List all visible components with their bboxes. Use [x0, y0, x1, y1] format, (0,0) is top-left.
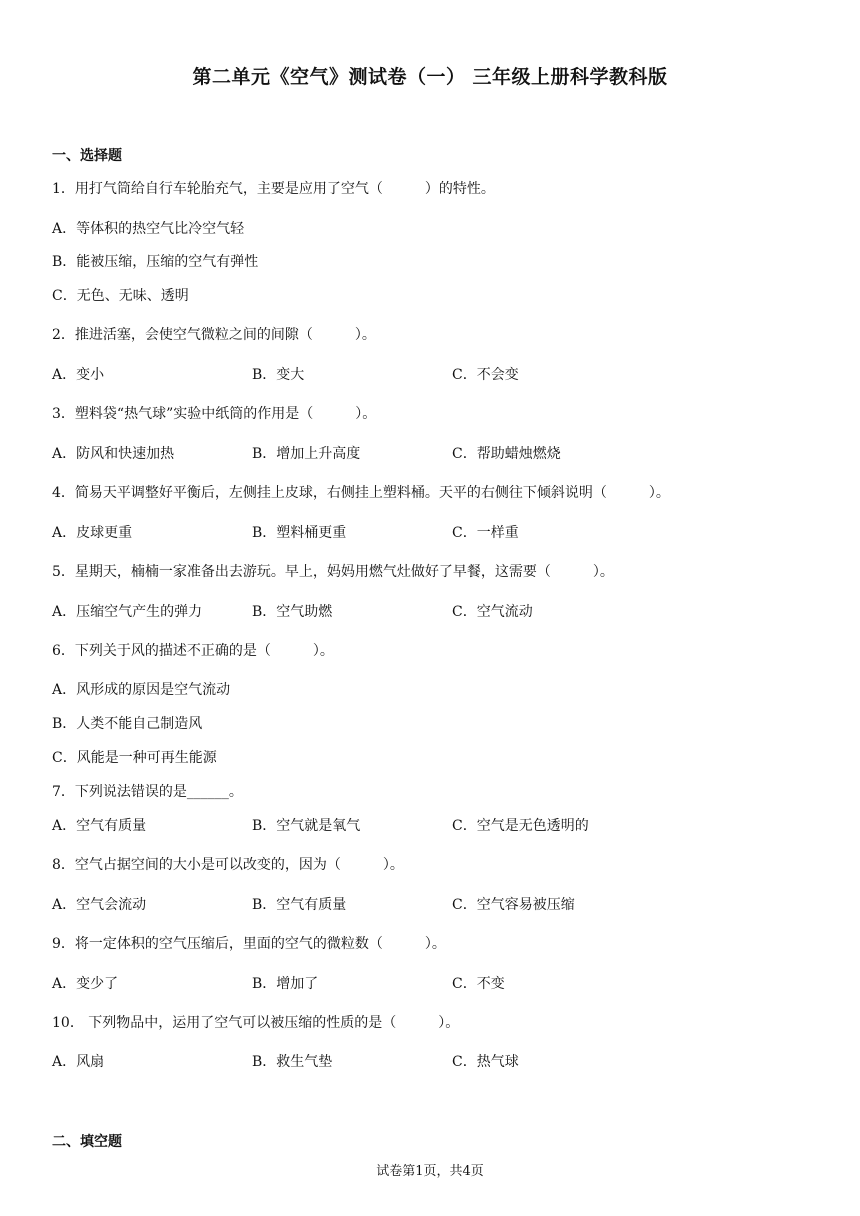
option-1b: B．能被压缩，压缩的空气有弹性: [52, 254, 259, 270]
option-8c: C．空气容易被压缩: [452, 897, 575, 913]
option-9a: A．变少了: [52, 976, 119, 992]
section-heading-choice: 一、选择题: [52, 148, 122, 164]
options-row-4: [52, 522, 812, 542]
options-row-8: [52, 894, 812, 914]
option-4c: C．一样重: [452, 525, 519, 541]
option-4b: B．塑料桶更重: [252, 525, 347, 541]
option-2b: B．变大: [252, 367, 305, 383]
question-stem-3: 3．塑料袋“热气球”实验中纸筒的作用是（ ）。: [52, 406, 377, 422]
option-3a: A．防风和快速加热: [52, 446, 175, 462]
option-8a: A．空气会流动: [52, 897, 147, 913]
question-stem-7: 7．下列说法错误的是______。: [52, 784, 243, 800]
option-5a: A．压缩空气产生的弹力: [52, 604, 203, 620]
option-3c: C．帮助蜡烛燃烧: [452, 446, 561, 462]
option-10b: B．救生气垫: [252, 1054, 333, 1070]
option-5c: C．空气流动: [452, 604, 533, 620]
option-6c: C．风能是一种可再生能源: [52, 750, 217, 766]
question-stem-5: 5．星期天，楠楠一家准备出去游玩。早上，妈妈用燃气灶做好了早餐，这需要（ ）。: [52, 564, 614, 580]
page-footer: 试卷第1页，共4页: [376, 1164, 484, 1179]
options-row-9: [52, 973, 812, 993]
question-stem-2: 2．推进活塞，会使空气微粒之间的间隙（ ）。: [52, 327, 376, 343]
options-row-3: [52, 443, 812, 463]
options-row-7: [52, 815, 812, 835]
option-2c: C．不会变: [452, 367, 519, 383]
option-7b: B．空气就是氧气: [252, 818, 361, 834]
options-row-2: [52, 364, 812, 384]
section-heading-fill-blank: 二、填空题: [52, 1134, 122, 1150]
option-5b: B．空气助燃: [252, 604, 333, 620]
option-9b: B．增加了: [252, 976, 319, 992]
option-9c: C．不变: [452, 976, 505, 992]
option-7c: C．空气是无色透明的: [452, 818, 589, 834]
option-2a: A．变小: [52, 367, 105, 383]
question-stem-4: 4．简易天平调整好平衡后，左侧挂上皮球，右侧挂上塑料桶。天平的右侧往下倾斜说明（ ）。: [52, 485, 670, 501]
option-7a: A．空气有质量: [52, 818, 147, 834]
option-3b: B．增加上升高度: [252, 446, 361, 462]
option-1a: A．等体积的热空气比冷空气轻: [52, 221, 245, 237]
option-10c: C．热气球: [452, 1054, 519, 1070]
question-stem-6: 6．下列关于风的描述不正确的是（ ）。: [52, 643, 334, 659]
option-8b: B．空气有质量: [252, 897, 347, 913]
question-stem-9: 9．将一定体积的空气压缩后，里面的空气的微粒数（ ）。: [52, 936, 446, 952]
option-6b: B．人类不能自己制造风: [52, 716, 203, 732]
option-4a: A．皮球更重: [52, 525, 133, 541]
page-title: 第二单元《空气》测试卷（一） 三年级上册科学教科版: [192, 66, 668, 88]
question-stem-8: 8．空气占据空间的大小是可以改变的，因为（ ）。: [52, 857, 404, 873]
option-10a: A．风扇: [52, 1054, 105, 1070]
question-stem-1: 1．用打气筒给自行车轮胎充气，主要是应用了空气（ ）的特性。: [52, 181, 495, 197]
options-row-10: [52, 1051, 812, 1071]
question-stem-10: 10． 下列物品中，运用了空气可以被压缩的性质的是（ ）。: [52, 1015, 460, 1031]
options-row-5: [52, 601, 812, 621]
option-6a: A．风形成的原因是空气流动: [52, 682, 231, 698]
option-1c: C．无色、无味、透明: [52, 288, 189, 304]
